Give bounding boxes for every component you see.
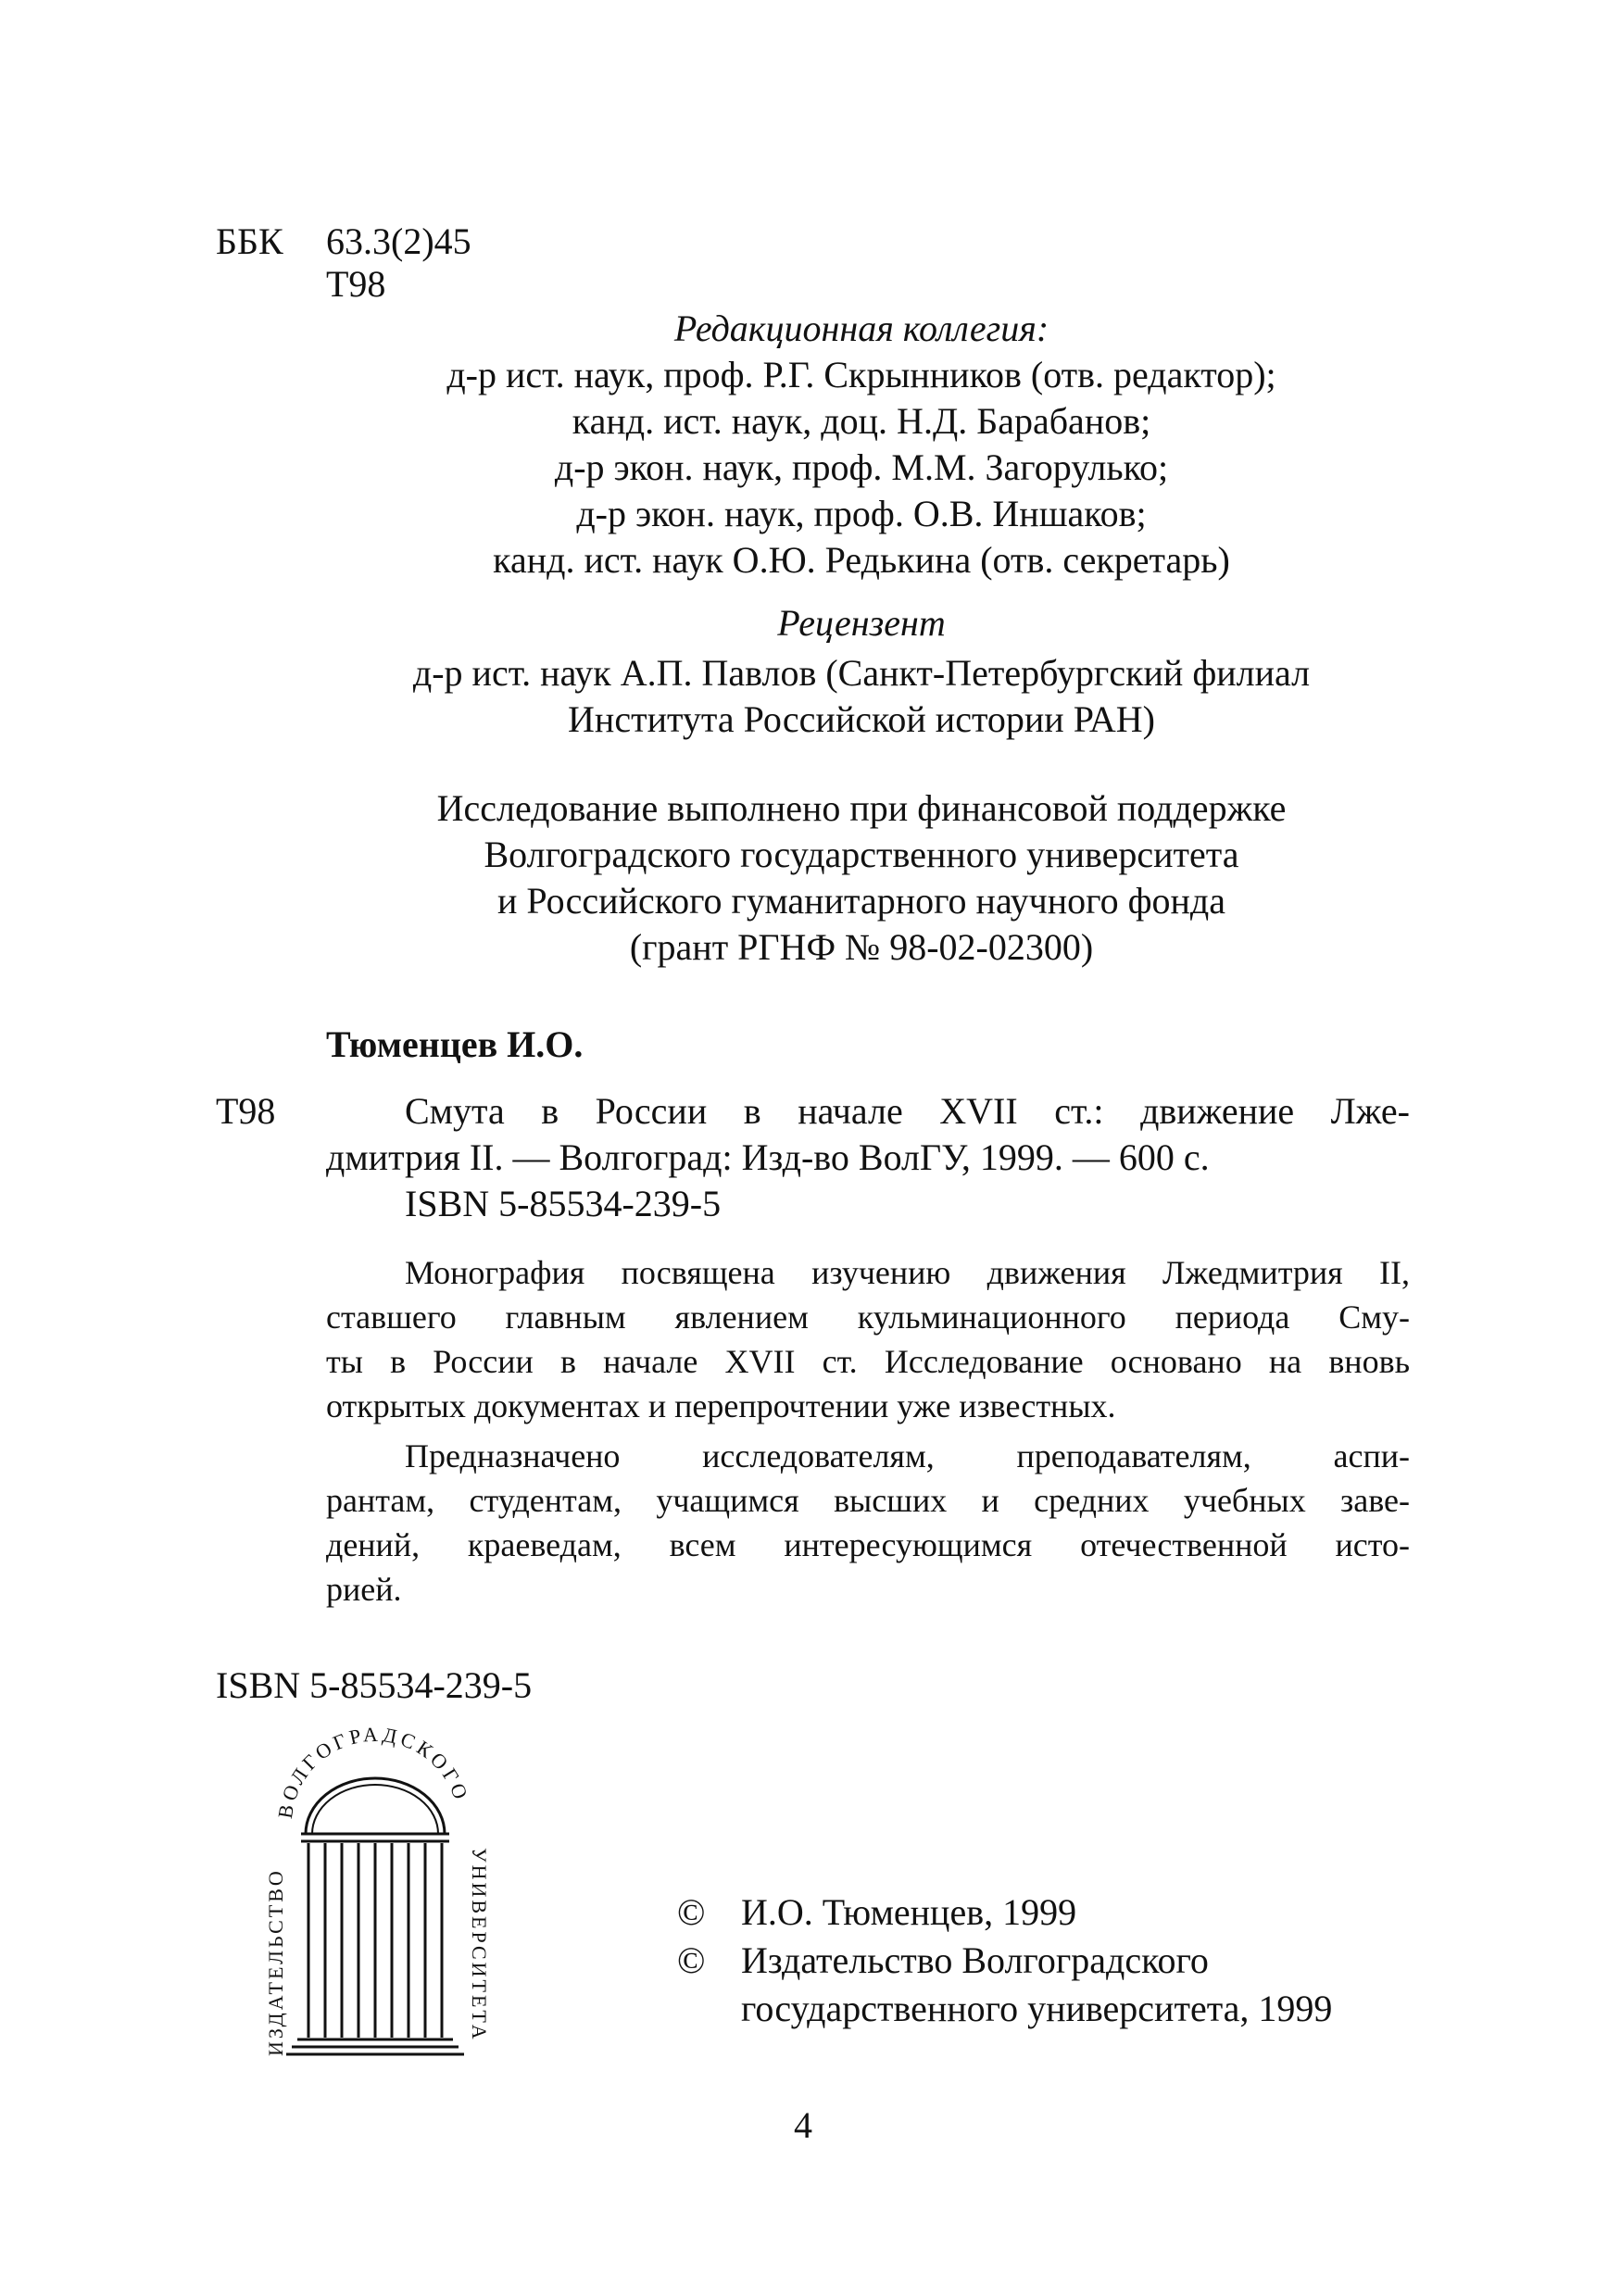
bbk-label: ББК xyxy=(216,220,283,262)
copyright-line2: Издательство Волгоградского xyxy=(741,1939,1209,1981)
svg-text:ВОЛГОГРАДСКОГО xyxy=(273,1723,474,1820)
reviewer-heading: Рецензент xyxy=(777,602,946,644)
funding-line: (грант РГНФ № 98-02-02300) xyxy=(629,926,1094,968)
bbk-author-sign: Т98 xyxy=(326,263,386,305)
copyright-symbol: © xyxy=(677,1891,706,1933)
annotation-line: ты в России в начале XVII ст. Исследование основано на вновь xyxy=(326,1343,1410,1380)
editorial-member: канд. ист. наук О.Ю. Редькина (отв. секретарь) xyxy=(493,539,1230,581)
funding-line: Волгоградского государственного университета xyxy=(484,834,1239,875)
annotation-line: Предназначено исследователям, преподавателям, аспи- xyxy=(405,1437,1410,1474)
annotation-line: дений, краеведам, всем интересующимся отечественной исто- xyxy=(326,1526,1410,1563)
editorial-member: д-р экон. наук, проф. О.В. Иншаков; xyxy=(576,493,1147,534)
publisher-logo xyxy=(236,1713,514,2065)
copyright-symbol: © xyxy=(677,1939,706,1981)
funding-line: Исследование выполнено при финансовой поддержке xyxy=(436,787,1287,829)
annotation-line: рией. xyxy=(326,1571,402,1608)
editorial-member: канд. ист. наук, доц. Н.Д. Барабанов; xyxy=(572,400,1151,442)
reviewer-line: Института Российской истории РАН) xyxy=(568,698,1155,740)
catalog-title-line2: дмитрия II. — Волгоград: Изд-во ВолГУ, 1999. — 600 с. xyxy=(326,1136,1210,1178)
page-number: 4 xyxy=(794,2104,812,2146)
catalog-sign: Т98 xyxy=(216,1090,276,1132)
catalog-author: Тюменцев И.О. xyxy=(326,1023,584,1065)
copyright-line1: И.О. Тюменцев, 1999 xyxy=(741,1891,1077,1933)
annotation-line: ставшего главным явлением кульминационного периода Сму- xyxy=(326,1299,1410,1336)
editorial-board-heading: Редакционная коллегия: xyxy=(673,307,1049,349)
publisher-logo-graphic xyxy=(236,1713,514,2065)
logo-right-text: УНИВЕРСИТЕТА xyxy=(468,1848,491,2042)
reviewer-line: д-р ист. наук А.П. Павлов (Санкт-Петербургский филиал xyxy=(412,652,1311,694)
annotation-line: открытых документах и перепрочтении уже известных. xyxy=(326,1387,1116,1424)
isbn-bottom: ISBN 5-85534-239-5 xyxy=(216,1664,533,1706)
bbk-code: 63.3(2)45 xyxy=(326,220,471,262)
annotation-line: рантам, студентам, учащимся высших и средних учебных заве- xyxy=(326,1482,1410,1519)
logo-top-text: ВОЛГОГРАДСКОГО xyxy=(272,1722,474,1821)
editorial-member: д-р экон. наук, проф. М.М. Загорулько; xyxy=(554,446,1169,488)
catalog-title-line1: Смута в России в начале XVII ст.: движение Лже- xyxy=(405,1090,1410,1132)
funding-line: и Российского гуманитарного научного фонда xyxy=(496,880,1226,922)
catalog-isbn: ISBN 5-85534-239-5 xyxy=(405,1183,722,1224)
copyright-line3: государственного университета, 1999 xyxy=(741,1988,1333,2029)
editorial-member: д-р ист. наук, проф. Р.Г. Скрынников (отв. редактор); xyxy=(446,354,1276,395)
logo-left-text: ИЗДАТЕЛЬСТВО xyxy=(264,1868,287,2056)
annotation-line: Монография посвящена изучению движения Лжедмитрия II, xyxy=(405,1254,1410,1291)
